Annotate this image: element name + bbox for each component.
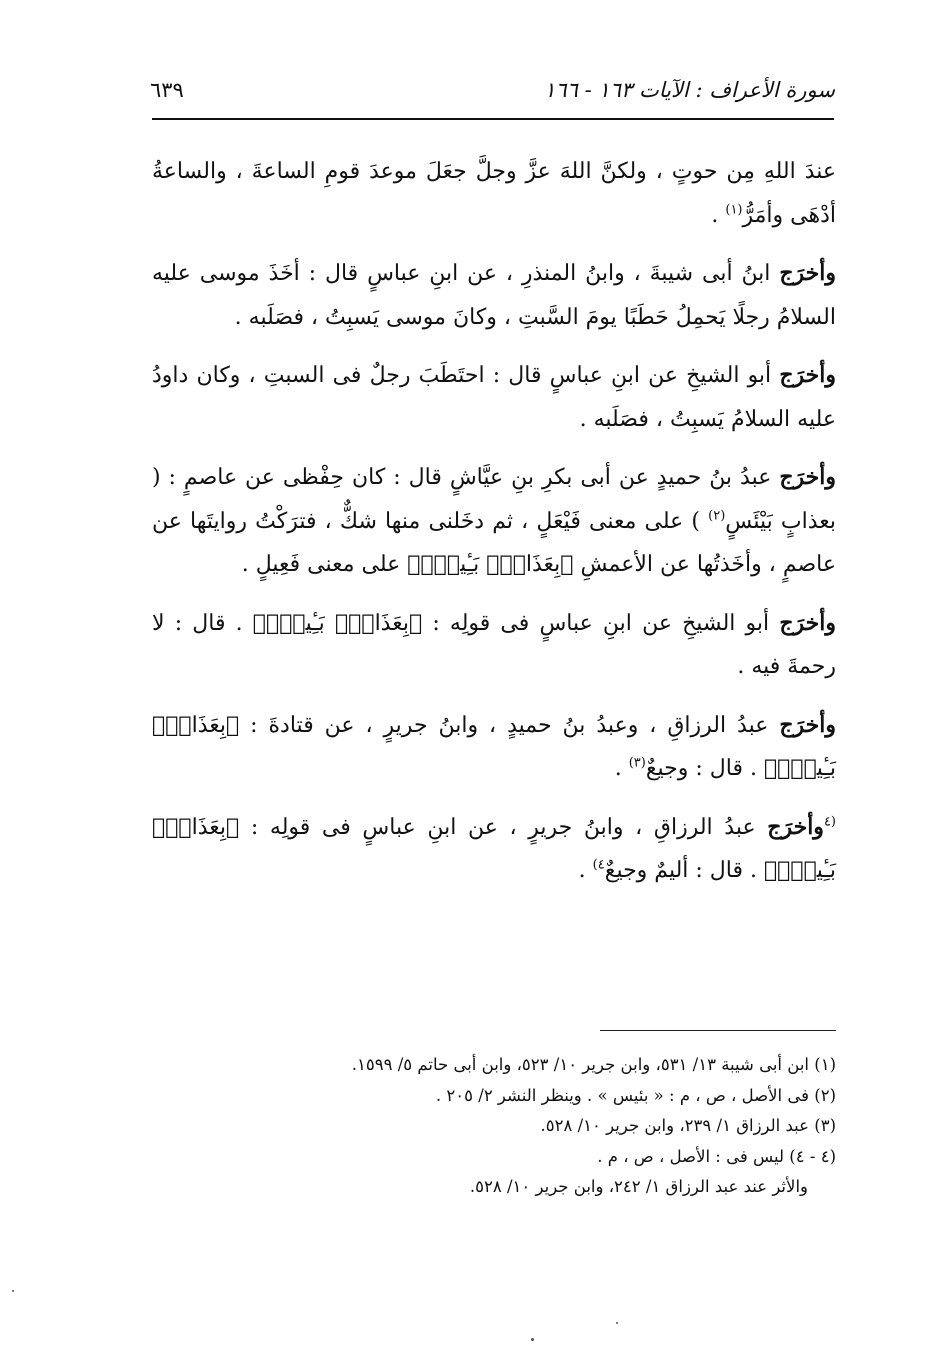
footnote-2: (٢) فى الأصل ، ص ، م : « بئيس » . وينظر النشر ٢/ ٢٠٥ . — [435, 1085, 836, 1105]
scan-speck — [12, 1290, 14, 1292]
paragraph-tail: . — [614, 756, 629, 781]
footnote-ref-4-end: ٤) — [592, 857, 605, 873]
scan-speck — [616, 1322, 618, 1324]
page-number: ٦٣٩ — [150, 78, 184, 102]
paragraph-tail: ) على معنى فَيْعَلٍ ، ثم دخَلنى منها شكٌّ ، فترَكْتُ روايتَها عن عاصمٍ ، وأخَذتُها عن الأعمشِ ﴿بِعَذَابٍۭ بَـِٔيسٍۭ﴾ على معنى فَعِيلٍ . — [152, 508, 836, 577]
paragraph-lead-word: وأخرَج — [779, 609, 836, 636]
header-rule — [152, 118, 834, 120]
paragraph-tail: . — [711, 202, 726, 228]
footnote-4: (٤ - ٤) ليس فى : الأصل ، ص ، م . — [597, 1146, 836, 1166]
paragraph-6 — [152, 704, 836, 791]
paragraph-lead-word: وأخرَج — [779, 362, 836, 388]
paragraph-text: ابنُ أبى شيبةَ ، وابنُ المنذرِ ، عن ابنِ عباسٍ قال : أخَذَ موسى عليه السلامُ رجلًا يَحمِلُ حَطَبًا يومَ السَّبتِ ، وكانَ موسى يَسبِتُ ، فصَلَبه . — [152, 261, 836, 330]
paragraph-text: عبدُ الرزاقِ ، وابنُ جريرٍ ، عن ابنِ عباسٍ فى قولِه : ﴿بِعَذَابٍۭ بَـِٔيسٍۭ﴾ . قال : أليمٌ وجيعٌ — [152, 814, 836, 883]
paragraph-text: أبو الشيخِ عن ابنِ عباسٍ قال : احتَطَبَ رجلٌ فى السبتِ ، وكان داودُ عليه السلامُ يَسبِتُ ، فصَلَبه . — [152, 363, 836, 432]
paragraph-tail: . — [578, 858, 593, 883]
paragraph-text: عبدُ الرزاقِ ، وعبدُ بنُ حميدٍ ، وابنُ جريرٍ ، عن قتادةَ : ﴿بِعَذَابٍۭ بَـِٔيسٍۭ﴾ . قال : وجيعٌ — [152, 712, 836, 781]
footnotes — [152, 1050, 836, 1203]
paragraph-lead-word: وأخرَج — [767, 813, 824, 840]
footnote-4-continuation: والأثر عند عبد الرزاق ١/ ٢٤٢، وابن جرير ١٠/ ٥٢٨. — [469, 1177, 808, 1196]
footnote-ref-2: (٢) — [708, 508, 726, 524]
footnote-ref-4-start: (٤ — [823, 814, 836, 830]
main-text — [152, 150, 836, 908]
paragraph-7 — [152, 806, 836, 893]
scan-speck — [531, 1338, 534, 1341]
paragraph-lead-word: وأخرَج — [779, 711, 836, 738]
paragraph-text: عندَ اللهِ مِن حوتٍ ، ولكنَّ اللهَ عزَّ وجلَّ جعَلَ موعدَ قومِ الساعةَ ، والساعةُ أدْهَى وأمَرُّ — [152, 159, 836, 228]
paragraph-4 — [152, 456, 836, 587]
footnote-ref-3: (٣) — [628, 755, 646, 771]
footnote-3: (٣) عبد الرزاق ١/ ٢٣٩، وابن جرير ١٠/ ٥٢٨. — [540, 1116, 836, 1135]
paragraph-2 — [152, 252, 836, 339]
paragraph-lead-word: وأخرَج — [779, 464, 836, 490]
running-header — [150, 78, 835, 112]
paragraph-3 — [152, 354, 836, 441]
paragraph-lead-word: وأخرَج — [779, 260, 836, 286]
header-title: سورة الأعراف : الآيات ١٦٣ - ١٦٦ — [544, 78, 835, 102]
footnote-ref-1: (١) — [725, 202, 743, 218]
footnote-1: (١) ابن أبى شيبة ١٣/ ٥٣١، وابن جرير ١٠/ ٥٢٣، وابن أبى حاتم ٥/ ١٥٩٩. — [351, 1055, 836, 1074]
paragraph-text: أبو الشيخِ عن ابنِ عباسٍ فى قولِه : ﴿بِعَذَابٍۭ بَـِٔيسٍۭ﴾ . قال : لا رحمةَ فيه . — [152, 610, 836, 679]
paragraph-text: عبدُ بنُ حميدٍ عن أبى بكرِ بنِ عيَّاشٍ قال : كان حِفْظى عن عاصمٍ : ( بعذابٍ بَيْئَسٍ — [152, 465, 836, 534]
footnote-rule — [600, 1030, 836, 1031]
paragraph-1 — [152, 150, 836, 237]
paragraph-5 — [152, 602, 836, 689]
